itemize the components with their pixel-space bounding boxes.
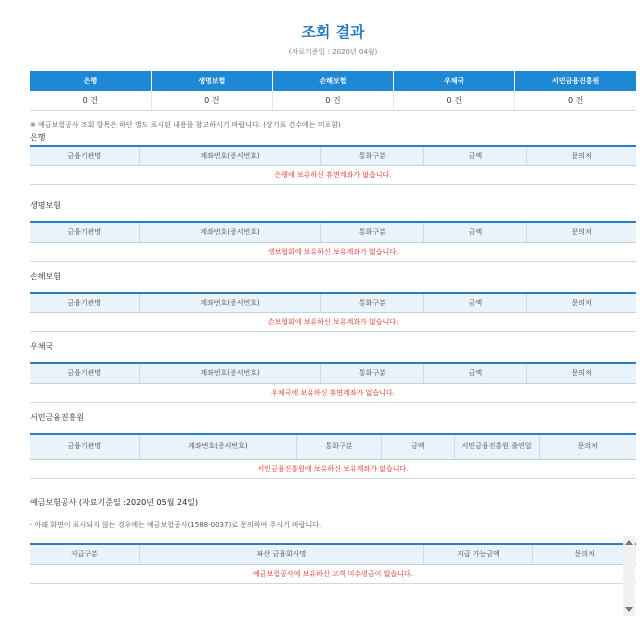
summary-header-kinfa: 서민금융진흥원	[515, 71, 636, 91]
kdic-contact-note: · 아래 화면이 표시되지 않는 경우에는 예금보험공사(1588-0037)로 문의하여 주시기 바랍니다.	[30, 521, 322, 529]
results-page	[30, 0, 636, 584]
column-header: 문의처	[539, 434, 636, 460]
column-header: 금액	[424, 146, 527, 166]
section-label-post: 우체국	[30, 342, 54, 351]
summary-count-nonlife[interactable]: 0 건	[272, 91, 393, 110]
summary-count-kinfa[interactable]: 0 건	[515, 91, 636, 110]
column-header: 계좌번호(증서번호)	[139, 222, 321, 242]
column-header: 금융기관명	[30, 222, 139, 242]
summary-table	[30, 71, 636, 111]
column-header: 금융기관명	[30, 146, 139, 166]
vertical-scrollbar[interactable]	[623, 536, 635, 616]
summary-count-post[interactable]: 0 건	[394, 91, 515, 110]
life-insurance-table	[30, 221, 636, 262]
column-header: 통화구분	[321, 222, 424, 242]
column-header: 통화구분	[297, 434, 382, 460]
column-header: 계좌번호(증서번호)	[139, 363, 321, 383]
column-header: 지급구분	[30, 544, 139, 564]
column-header: 금융기관명	[30, 434, 139, 460]
column-header: 금액	[424, 293, 527, 313]
column-header: 문의처	[527, 146, 636, 166]
empty-message: 예금보험공사에 보유하신 고객 미수령금이 없습니다.	[30, 564, 636, 583]
section-label-bank: 은행	[30, 132, 46, 142]
column-header: 지급 가능금액	[424, 544, 533, 564]
section-label-life: 생명보험	[30, 201, 61, 210]
section-label-nonlife: 손해보험	[30, 271, 61, 281]
column-header: 문의처	[527, 293, 636, 313]
column-header: 통화구분	[321, 293, 424, 313]
empty-message: 은행에 보유하신 휴면계좌가 없습니다.	[30, 166, 636, 185]
summary-header-nonlife: 손해보험	[272, 71, 393, 91]
page-title: 조회 결과	[301, 23, 365, 41]
column-header: 금액	[381, 434, 454, 460]
empty-message: 서민금융진흥원에 보유하신 보유계좌가 없습니다.	[30, 460, 636, 479]
column-header: 문의처	[533, 544, 636, 564]
summary-count-life[interactable]: 0 건	[151, 91, 272, 110]
column-header: 통화구분	[321, 363, 424, 383]
post-office-table	[30, 362, 636, 403]
empty-message: 생보협회에 보유하신 보유계좌가 없습니다.	[30, 242, 636, 261]
kinfa-table	[30, 433, 636, 480]
summary-header-life: 생명보험	[151, 71, 272, 91]
scroll-down-arrow-icon[interactable]	[625, 607, 633, 612]
column-header: 계좌번호(증서번호)	[139, 434, 297, 460]
column-header: 문의처	[527, 363, 636, 383]
bank-table	[30, 145, 636, 186]
nonlife-insurance-table	[30, 292, 636, 333]
column-header: 파산 금융회사명	[139, 544, 424, 564]
column-header: 통화구분	[321, 146, 424, 166]
column-header: 서민금융진흥원 출연일	[454, 434, 539, 460]
summary-header-bank: 은행	[30, 71, 151, 91]
kdic-section-title: 예금보험공사 (자료기준일 :2020년 05월 24일)	[30, 498, 199, 507]
summary-count-bank[interactable]: 0 건	[30, 91, 151, 110]
column-header: 금융기관명	[30, 293, 139, 313]
column-header: 금융기관명	[30, 363, 139, 383]
summary-header-post: 우체국	[394, 71, 515, 91]
kdic-reference-note: ※ 예금보험공사 조회 항목은 하단 별도 표시된 내용을 참고하시기 바랍니다. (상기표 건수에는 미포함)	[30, 120, 341, 129]
scroll-up-arrow-icon[interactable]	[625, 540, 633, 545]
kdic-table	[30, 543, 636, 584]
empty-message: 우체국에 보유하신 휴면계좌가 없습니다.	[30, 383, 636, 402]
column-header: 금액	[424, 363, 527, 383]
data-date-subtitle: (자료기준일 : 2020년 04월)	[288, 48, 378, 56]
column-header: 문의처	[527, 222, 636, 242]
column-header: 계좌번호(증서번호)	[139, 293, 321, 313]
empty-message: 손보협회에 보유하신 보유계좌가 없습니다.	[30, 313, 636, 332]
column-header: 계좌번호(증서번호)	[139, 146, 321, 166]
section-label-kinfa: 서민금융진흥원	[30, 412, 85, 422]
column-header: 금액	[424, 222, 527, 242]
